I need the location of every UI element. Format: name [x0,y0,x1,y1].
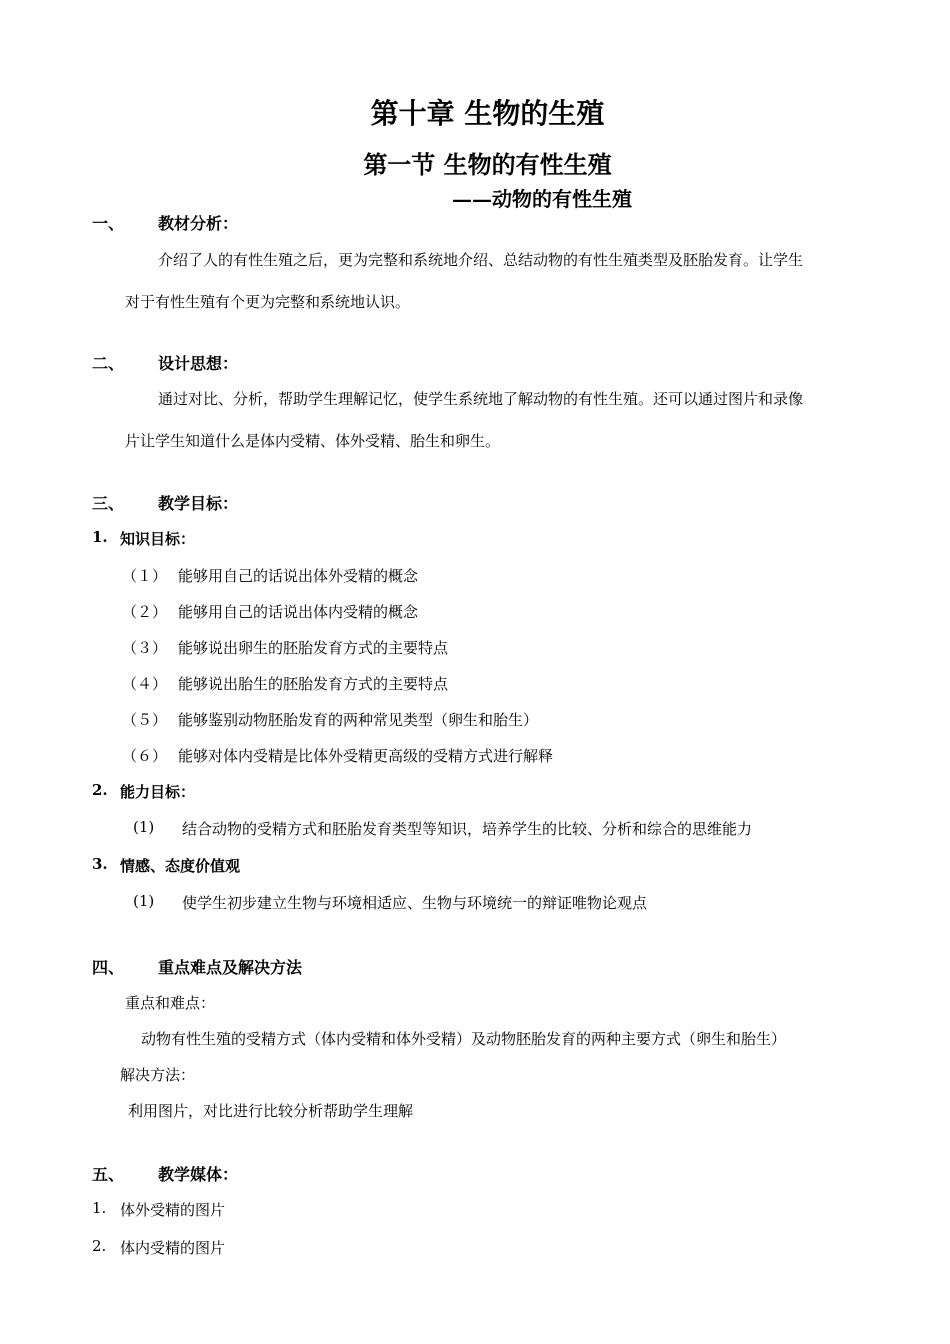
list-item-text: 能够用自己的话说出体内受精的概念 [178,603,419,621]
list-item-number: (1) [133,892,155,910]
list-item-text: 能够对体内受精是比体外受精更高级的受精方式进行解释 [178,747,554,765]
list-item-text: 体内受精的图片 [120,1239,226,1257]
section2-number: 二、 [92,354,125,373]
list-item-text: 使学生初步建立生物与环境相适应、生物与环境统一的辩证唯物论观点 [182,894,648,912]
list-item-number: （３） [122,639,168,657]
list-item-number: 2. [92,1237,107,1255]
section5-number: 五、 [92,1165,125,1184]
knowledge-goal-number: 1. [92,528,108,546]
key-points-label: 重点和难点： [125,994,216,1012]
list-item-text: 体外受精的图片 [120,1201,226,1219]
list-item-text: 结合动物的受精方式和胚胎发育类型等知识，培养学生的比较、分析和综合的思维能力 [182,820,753,838]
method-label: 解决方法： [120,1066,196,1084]
section2-paragraph-line2: 片让学生知道什么是体内受精、体外受精、胎生和卵生。 [125,432,501,450]
section1-paragraph-line2: 对于有性生殖有个更为完整和系统地认识。 [125,293,411,311]
section5-heading: 教学媒体： [158,1165,239,1184]
section1-number: 一、 [92,214,125,233]
key-points-text: 动物有性生殖的受精方式（体内受精和体外受精）及动物胚胎发育的两种主要方式（卵生和胎生） [141,1030,787,1048]
section4-heading: 重点难点及解决方法 [158,958,303,977]
section1-paragraph-line1: 介绍了人的有性生殖之后，更为完整和系统地介绍、总结动物的有性生殖类型及胚胎发育。让学生 [158,251,804,269]
section3-heading: 教学目标： [158,494,239,513]
section3-number: 三、 [92,494,125,513]
list-item-number: （６） [122,747,168,765]
section-title: 第一节 生物的有性生殖 [363,150,612,179]
section-subtitle: ——动物的有性生殖 [452,187,632,211]
section4-number: 四、 [92,958,125,977]
list-item-number: （４） [122,675,168,693]
attitude-goal-heading: 情感、态度价值观 [120,857,241,875]
list-item-text: 能够说出胎生的胚胎发育方式的主要特点 [178,675,449,693]
list-item-number: （５） [122,711,168,729]
section1-heading: 教材分析： [158,214,239,233]
section2-paragraph-line1: 通过对比、分析，帮助学生理解记忆，使学生系统地了解动物的有性生殖。还可以通过图片和录像 [158,390,804,408]
list-item-text: 能够用自己的话说出体外受精的概念 [178,567,419,585]
section2-heading: 设计思想： [158,354,239,373]
list-item-text: 能够鉴别动物胚胎发育的两种常见类型（卵生和胎生） [178,711,539,729]
list-item-text: 能够说出卵生的胚胎发育方式的主要特点 [178,639,449,657]
list-item-number: （２） [122,603,168,621]
list-item-number: 1. [92,1199,107,1217]
ability-goal-heading: 能力目标： [120,783,196,801]
ability-goal-number: 2. [92,781,108,799]
method-text: 利用图片，对比进行比较分析帮助学生理解 [128,1102,414,1120]
attitude-goal-number: 3. [92,855,108,873]
list-item-number: （１） [122,567,168,585]
knowledge-goal-heading: 知识目标： [120,530,196,548]
chapter-title: 第十章 生物的生殖 [370,97,605,130]
list-item-number: (1) [133,818,155,836]
